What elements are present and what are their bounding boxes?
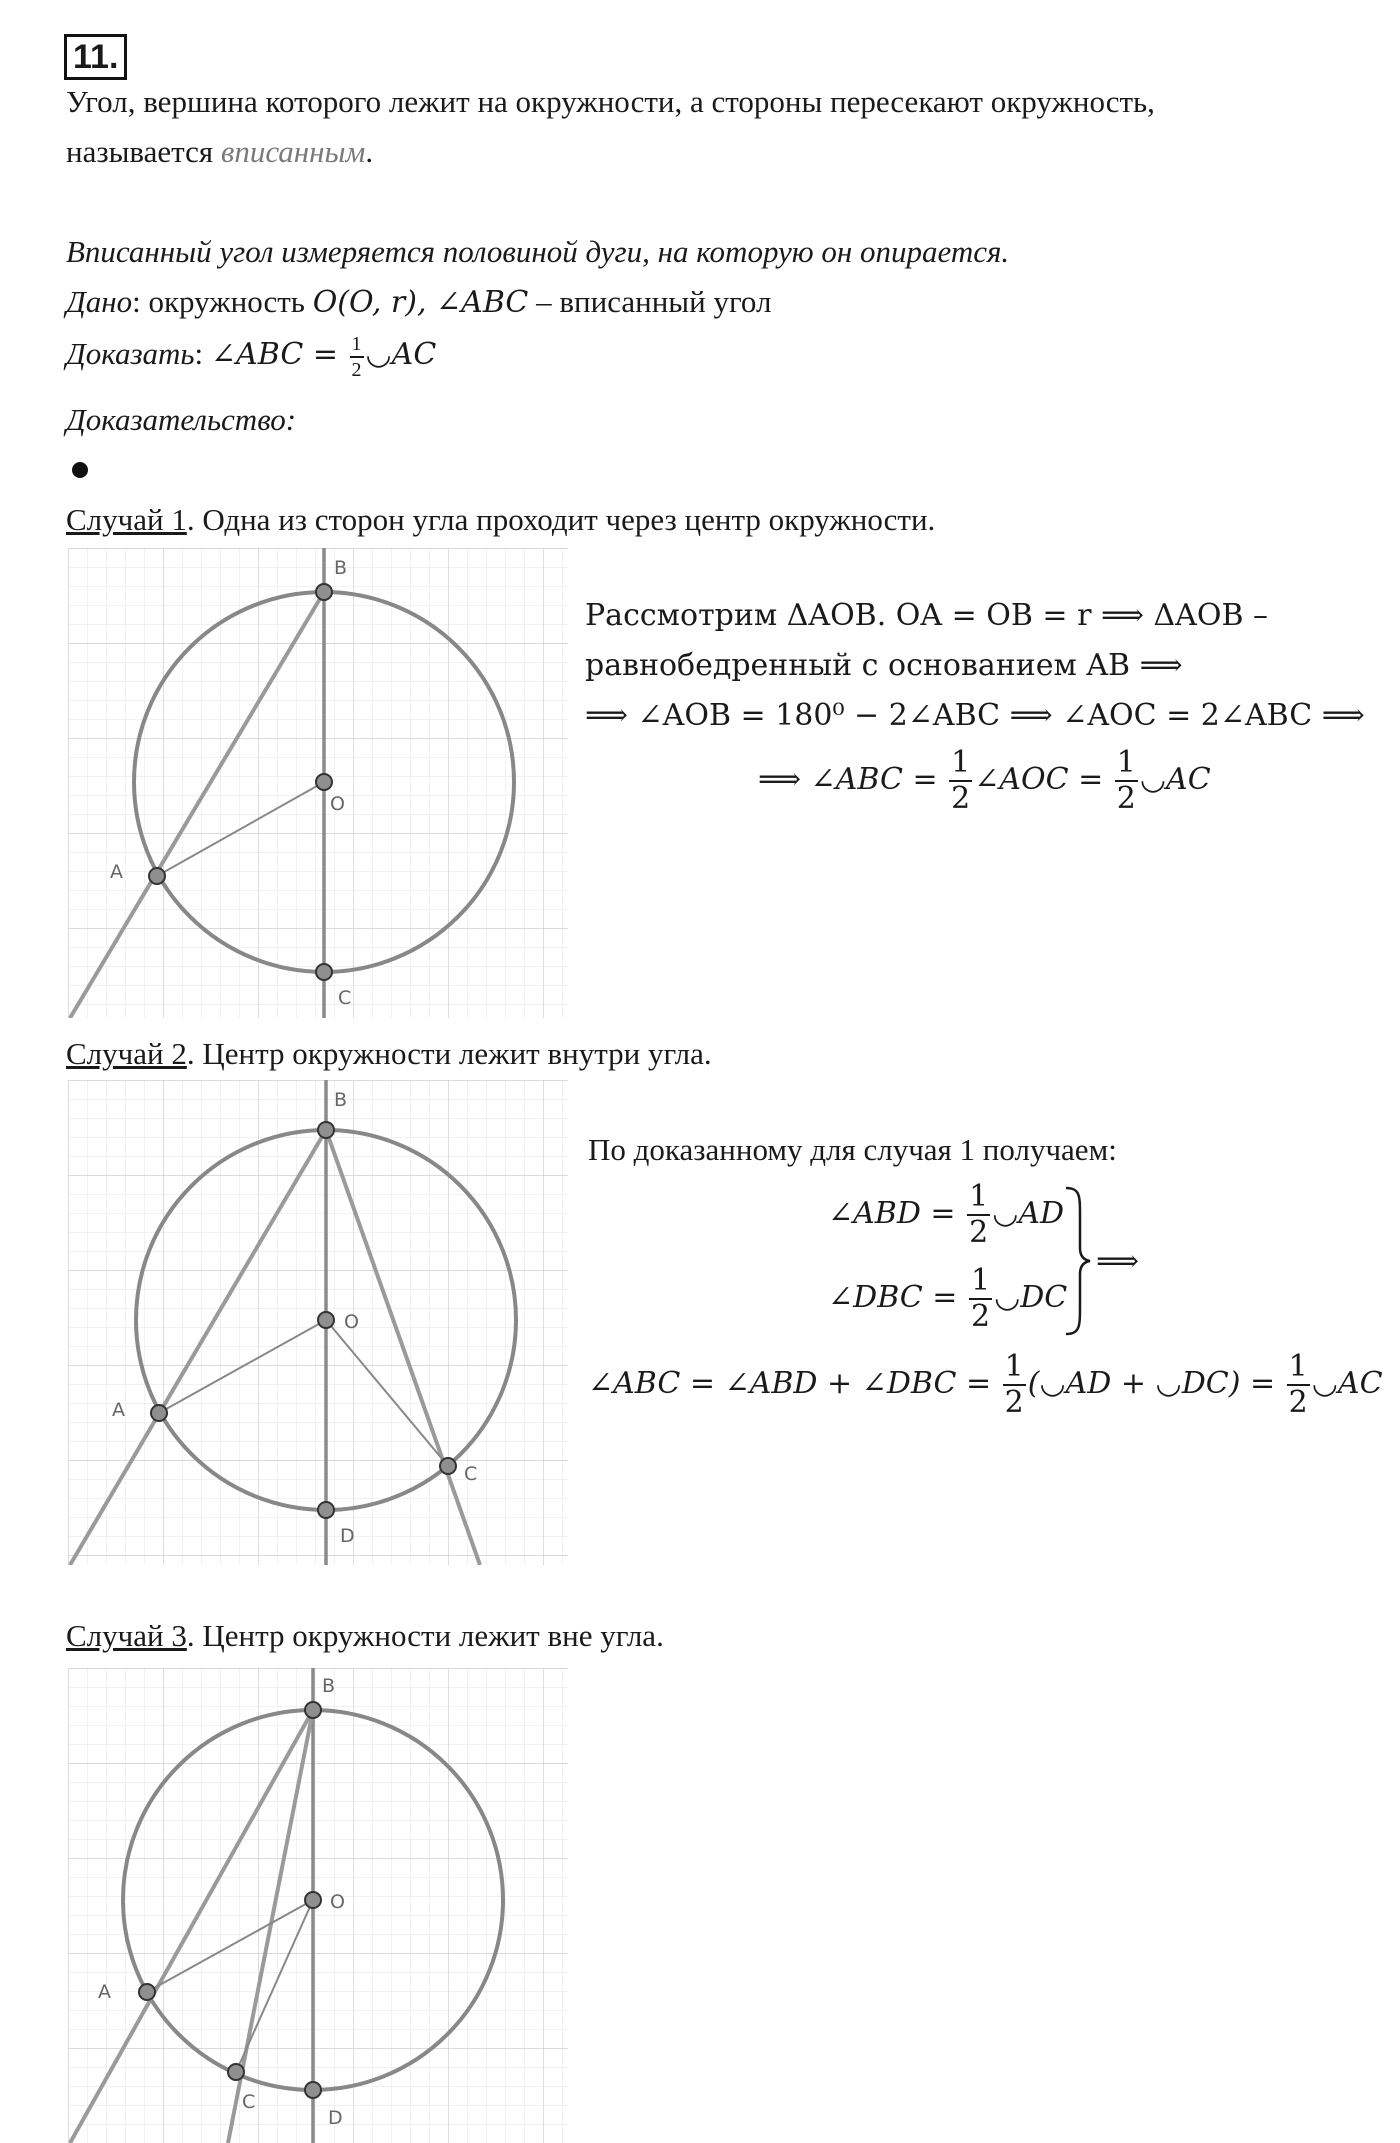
definition-prefix: называется <box>66 134 221 169</box>
bullet-point <box>72 462 88 478</box>
case1-line4-b: ∠AOC = <box>974 762 1113 797</box>
prove-rhs: ◡AC <box>365 337 437 373</box>
case3-text: . Центр окружности лежит вне угла. <box>186 1618 664 1653</box>
case3-label-a: A <box>98 1981 111 2003</box>
case2-figure <box>68 1080 568 1565</box>
case2-eq2-b: ◡DC <box>994 1280 1068 1315</box>
prove-colon: : <box>194 336 211 372</box>
case1-line3: ⟹ ∠AOB = 180⁰ − 2∠ABC ⟹ ∠AOC = 2∠ABC ⟹ <box>585 698 1365 733</box>
case3-label-o: O <box>330 1891 345 1913</box>
right-brace <box>1062 1186 1092 1336</box>
definition-line-1: Угол, вершина которого лежит на окружности, а стороны пересекают окружность, <box>66 84 1155 119</box>
case2-text: . Центр окружности лежит внутри угла. <box>186 1036 712 1071</box>
case2-label-a: A <box>112 1399 125 1421</box>
case2-implies: ⟹ <box>1096 1244 1140 1279</box>
case2-label-b: B <box>334 1089 348 1111</box>
case2-eq1-b: ◡AD <box>992 1196 1065 1231</box>
case2-intro: По доказанному для случая 1 получаем: <box>588 1132 1117 1167</box>
case2-eq1-a: ∠ABD = <box>828 1196 966 1231</box>
case1-text: . Одна из сторон угла проходит через центр окружности. <box>186 502 936 537</box>
case1-line4-c: ◡AC <box>1139 762 1211 797</box>
case2-final-a: ∠ABC = ∠ABD + ∠DBC = <box>588 1366 1001 1401</box>
exercise-number: 11. <box>64 34 127 80</box>
case1-heading <box>66 502 935 538</box>
prove-label: Доказать <box>66 336 195 372</box>
fraction-half: $\frac{1}{2}$ <box>1004 1349 1024 1420</box>
fraction-half: $\frac{1}{2}$ <box>351 333 362 381</box>
fraction-half: $\frac{1}{2}$ <box>969 1179 989 1250</box>
definition-suffix: . <box>365 134 374 169</box>
case2-title: Случай 2 <box>66 1036 187 1071</box>
case3-heading <box>66 1618 664 1654</box>
case3-label-c: C <box>242 2091 256 2113</box>
theorem-statement: Вписанный угол измеряется половиной дуги, на которую он опирается. <box>66 234 1010 269</box>
case2-final <box>588 1349 1383 1420</box>
fraction-half: $\frac{1}{2}$ <box>1116 745 1136 816</box>
given-line <box>66 284 771 320</box>
fraction-half: $\frac{1}{2}$ <box>1288 1349 1308 1420</box>
case1-line4-a: ⟹ ∠ABC = <box>758 762 948 797</box>
given-text: : окружность <box>132 284 313 319</box>
case3-label-b: B <box>322 1675 336 1697</box>
case1-label-o: O <box>330 793 345 815</box>
case2-label-d: D <box>340 1525 355 1547</box>
case1-line4 <box>758 745 1211 816</box>
definition-term: вписанным <box>220 134 366 169</box>
case1-label-a: A <box>110 861 123 883</box>
given-tail: – вписанный угол <box>528 284 772 319</box>
proof-label: Доказательство: <box>66 402 297 437</box>
case2-heading <box>66 1036 712 1072</box>
case1-label-c: C <box>338 987 352 1009</box>
case1-figure <box>68 548 568 1018</box>
case1-line2: равнобедренный с основанием AB ⟹ <box>585 648 1183 683</box>
fraction-half: $\frac{1}{2}$ <box>970 1263 991 1334</box>
definition-line-2 <box>66 134 373 170</box>
prove-lhs: ∠ABC = <box>210 337 348 373</box>
case2-final-b: (◡AD + ◡DC) = <box>1027 1366 1285 1401</box>
case3-figure <box>68 1668 568 2143</box>
case2-label-c: C <box>464 1463 478 1485</box>
case2-label-o: O <box>344 1311 359 1333</box>
case2-eq1 <box>828 1179 1065 1250</box>
case2-final-c: ◡AC <box>1311 1366 1383 1401</box>
case2-eq2 <box>828 1263 1068 1334</box>
given-math: O(O, r), ∠ABC <box>312 285 529 320</box>
case1-title: Случай 1 <box>66 502 187 537</box>
given-label: Дано <box>66 284 133 319</box>
case2-eq2-a: ∠DBC = <box>828 1280 967 1315</box>
prove-line <box>66 334 436 380</box>
case3-label-d: D <box>328 2107 343 2129</box>
case1-label-b: B <box>334 557 348 579</box>
case3-title: Случай 3 <box>66 1618 187 1653</box>
fraction-half: $\frac{1}{2}$ <box>951 745 971 816</box>
case1-line1: Рассмотрим ΔAOB. OA = OB = r ⟹ ΔAOB – <box>585 598 1269 633</box>
